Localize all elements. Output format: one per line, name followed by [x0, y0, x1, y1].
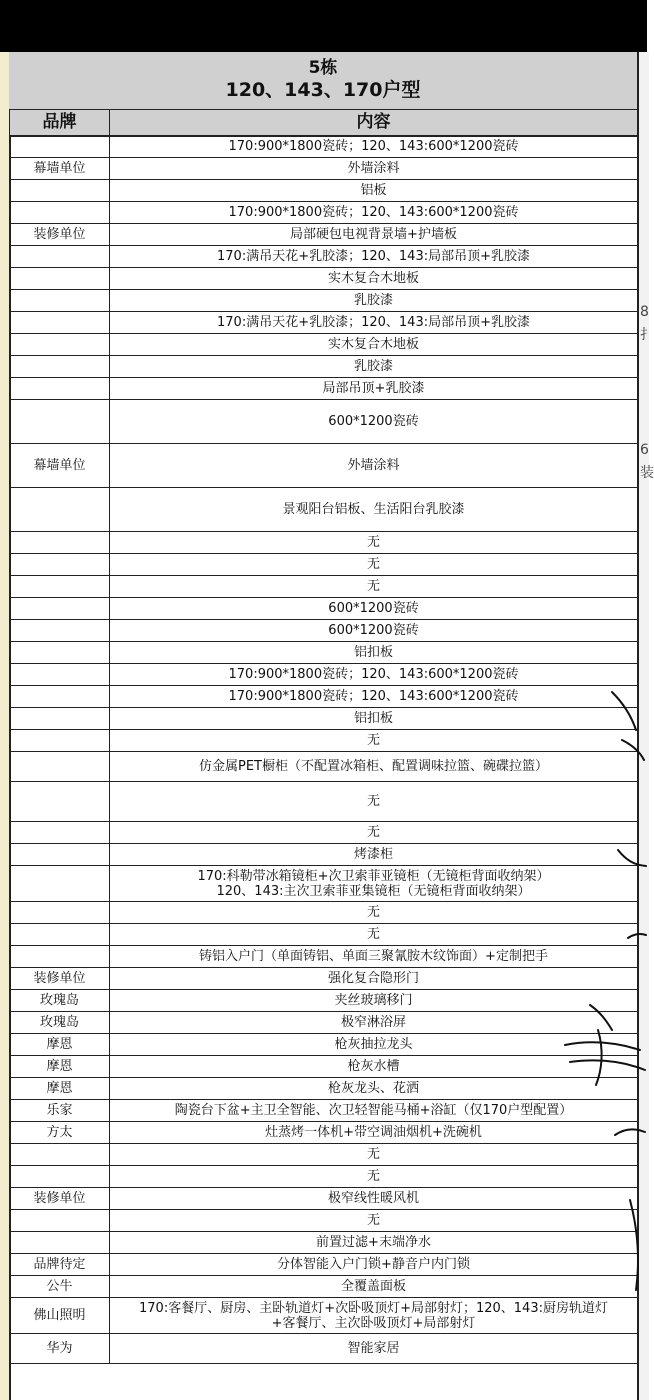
table-row — [10, 686, 638, 708]
content-cell: 无 — [110, 822, 638, 844]
table-row — [10, 444, 638, 488]
content-cell: 实木复合木地板 — [110, 268, 638, 290]
content-cell: 铸铝入户门（单面铸铝、单面三聚氰胺木纹饰面）+定制把手 — [110, 946, 638, 968]
table-row — [10, 620, 638, 642]
brand-cell — [10, 752, 110, 782]
content-cell: 分体智能入户门锁+静音户内门锁 — [110, 1254, 638, 1276]
content-cell: 170:900*1800瓷砖；120、143:600*1200瓷砖 — [110, 136, 638, 158]
content-cell: 极窄线性暖风机 — [110, 1188, 638, 1210]
brand-cell — [10, 1144, 110, 1166]
content-cell: 600*1200瓷砖 — [110, 620, 638, 642]
content-cell: 170:客餐厅、厨房、主卧轨道灯+次卧吸顶灯+局部射灯；120、143:厨房轨道灯 +客餐厅、主次卧吸顶灯+局部射灯 — [110, 1298, 638, 1334]
content-cell: 乳胶漆 — [110, 290, 638, 312]
content-cell: 无 — [110, 1166, 638, 1188]
content-header: 内容 — [110, 110, 638, 136]
brand-cell — [10, 924, 110, 946]
content-cell: 170:900*1800瓷砖；120、143:600*1200瓷砖 — [110, 202, 638, 224]
brand-cell — [10, 576, 110, 598]
content-cell: 600*1200瓷砖 — [110, 400, 638, 444]
brand-cell — [10, 642, 110, 664]
brand-cell: 玫瑰岛 — [10, 1012, 110, 1034]
table-row — [10, 1122, 638, 1144]
edge-glyph: 装 — [640, 465, 654, 481]
brand-cell — [10, 902, 110, 924]
table-row — [10, 782, 638, 822]
content-cell: 局部硬包电视背景墙+护墙板 — [110, 224, 638, 246]
table-row — [10, 268, 638, 290]
content-cell: 夹丝玻璃移门 — [110, 990, 638, 1012]
content-cell: 全覆盖面板 — [110, 1276, 638, 1298]
content-cell: 无 — [110, 902, 638, 924]
brand-cell — [10, 946, 110, 968]
content-cell: 仿金属PET橱柜（不配置冰箱柜、配置调味拉篮、碗碟拉篮） — [110, 752, 638, 782]
content-cell: 170:科勒带冰箱镜柜+次卫索菲亚镜柜（无镜柜背面收纳架） 120、143:主次卫索菲亚集镜柜（无镜柜背面收纳架） — [110, 866, 638, 902]
table-row — [10, 312, 638, 334]
table-row — [10, 822, 638, 844]
brand-cell — [10, 290, 110, 312]
table-row — [10, 642, 638, 664]
content-cell: 灶蒸烤一体机+带空调油烟机+洗碗机 — [110, 1122, 638, 1144]
brand-cell — [10, 400, 110, 444]
brand-cell — [10, 708, 110, 730]
content-cell: 170:满吊天花+乳胶漆；120、143:局部吊顶+乳胶漆 — [110, 312, 638, 334]
content-cell: 170:900*1800瓷砖；120、143:600*1200瓷砖 — [110, 664, 638, 686]
brand-cell — [10, 246, 110, 268]
content-cell: 烤漆柜 — [110, 844, 638, 866]
content-cell: 170:满吊天花+乳胶漆；120、143:局部吊顶+乳胶漆 — [110, 246, 638, 268]
table-row — [10, 356, 638, 378]
brand-cell — [10, 136, 110, 158]
table-row — [10, 488, 638, 532]
content-cell: 170:900*1800瓷砖；120、143:600*1200瓷砖 — [110, 686, 638, 708]
brand-cell — [10, 356, 110, 378]
content-cell: 景观阳台铝板、生活阳台乳胶漆 — [110, 488, 638, 532]
table-row — [10, 1210, 638, 1232]
brand-cell — [10, 730, 110, 752]
brand-cell — [10, 180, 110, 202]
table-row — [10, 664, 638, 686]
brand-header: 品牌 — [10, 110, 110, 136]
spreadsheet-photo — [0, 52, 654, 1400]
table-row — [10, 990, 638, 1012]
content-cell: 铝扣板 — [110, 708, 638, 730]
table-title — [9, 52, 637, 111]
edge-glyph: 8 — [640, 304, 649, 320]
table-body — [10, 136, 638, 1364]
content-cell: 极窄淋浴屏 — [110, 1012, 638, 1034]
brand-cell — [10, 488, 110, 532]
brand-cell — [10, 664, 110, 686]
brand-cell: 摩恩 — [10, 1034, 110, 1056]
table-row — [10, 924, 638, 946]
content-cell: 无 — [110, 554, 638, 576]
brand-cell — [10, 268, 110, 290]
spec-table — [9, 109, 638, 1364]
content-cell: 无 — [110, 1210, 638, 1232]
unit-types-title: 120、143、170户型 — [225, 79, 421, 101]
table-row — [10, 730, 638, 752]
table-row — [10, 1298, 638, 1334]
table-row — [10, 334, 638, 356]
table-row — [10, 1034, 638, 1056]
table-row — [10, 1012, 638, 1034]
brand-cell: 装修单位 — [10, 968, 110, 990]
table-row — [10, 576, 638, 598]
brand-cell — [10, 866, 110, 902]
brand-cell — [10, 202, 110, 224]
brand-cell — [10, 334, 110, 356]
brand-cell: 幕墙单位 — [10, 444, 110, 488]
table-row — [10, 902, 638, 924]
brand-cell: 幕墙单位 — [10, 158, 110, 180]
content-cell: 无 — [110, 730, 638, 752]
brand-cell — [10, 822, 110, 844]
table-row — [10, 378, 638, 400]
table-row — [10, 400, 638, 444]
content-cell: 铝板 — [110, 180, 638, 202]
table-row — [10, 708, 638, 730]
table-row — [10, 844, 638, 866]
table-row — [10, 946, 638, 968]
table-row — [10, 1100, 638, 1122]
table-row — [10, 752, 638, 782]
table-row — [10, 1078, 638, 1100]
brand-cell: 装修单位 — [10, 224, 110, 246]
content-cell: 无 — [110, 1144, 638, 1166]
content-cell: 前置过滤+末端净水 — [110, 1232, 638, 1254]
table-row — [10, 598, 638, 620]
content-cell: 强化复合隐形门 — [110, 968, 638, 990]
edge-glyph: 6 — [640, 442, 649, 458]
content-cell: 枪灰龙头、花洒 — [110, 1078, 638, 1100]
brand-cell: 品牌待定 — [10, 1254, 110, 1276]
table-row — [10, 136, 638, 158]
table-row — [10, 224, 638, 246]
table-row — [10, 1144, 638, 1166]
table-row — [10, 532, 638, 554]
brand-cell — [10, 554, 110, 576]
content-cell: 智能家居 — [110, 1334, 638, 1364]
content-cell: 局部吊顶+乳胶漆 — [110, 378, 638, 400]
table-row — [10, 1166, 638, 1188]
edge-glyph: 扌 — [640, 327, 654, 343]
content-cell: 无 — [110, 576, 638, 598]
table-row — [10, 554, 638, 576]
content-cell: 无 — [110, 532, 638, 554]
content-cell: 600*1200瓷砖 — [110, 598, 638, 620]
content-cell: 乳胶漆 — [110, 356, 638, 378]
table-row — [10, 246, 638, 268]
table-row — [10, 202, 638, 224]
brand-cell — [10, 532, 110, 554]
table-row — [10, 1276, 638, 1298]
table-header-row — [10, 110, 638, 136]
brand-cell — [10, 378, 110, 400]
content-cell: 铝扣板 — [110, 642, 638, 664]
brand-cell: 华为 — [10, 1334, 110, 1364]
table-row — [10, 180, 638, 202]
table-row — [10, 290, 638, 312]
brand-cell: 玫瑰岛 — [10, 990, 110, 1012]
brand-cell — [10, 782, 110, 822]
brand-cell — [10, 1166, 110, 1188]
content-cell: 无 — [110, 924, 638, 946]
table-row — [10, 1232, 638, 1254]
content-cell: 无 — [110, 782, 638, 822]
brand-cell: 方太 — [10, 1122, 110, 1144]
brand-cell: 摩恩 — [10, 1078, 110, 1100]
brand-cell — [10, 312, 110, 334]
brand-cell — [10, 1210, 110, 1232]
content-cell: 外墙涂料 — [110, 444, 638, 488]
table-row — [10, 1254, 638, 1276]
content-cell: 外墙涂料 — [110, 158, 638, 180]
table-row — [10, 968, 638, 990]
table-row — [10, 1334, 638, 1364]
content-cell: 实木复合木地板 — [110, 334, 638, 356]
brand-cell — [10, 598, 110, 620]
right-column-strip — [637, 52, 649, 1400]
brand-cell — [10, 620, 110, 642]
brand-cell: 公牛 — [10, 1276, 110, 1298]
brand-cell — [10, 1232, 110, 1254]
brand-cell — [10, 844, 110, 866]
brand-cell: 摩恩 — [10, 1056, 110, 1078]
table-row — [10, 158, 638, 180]
table-row — [10, 1188, 638, 1210]
brand-cell: 佛山照明 — [10, 1298, 110, 1334]
top-black-bar — [0, 0, 647, 52]
brand-cell — [10, 686, 110, 708]
table-row — [10, 866, 638, 902]
content-cell: 枪灰抽拉龙头 — [110, 1034, 638, 1056]
content-cell: 枪灰水槽 — [110, 1056, 638, 1078]
table-row — [10, 1056, 638, 1078]
building-title: 5栋 — [308, 58, 338, 78]
brand-cell: 装修单位 — [10, 1188, 110, 1210]
content-cell: 陶瓷台下盆+主卫全智能、次卫轻智能马桶+浴缸（仅170户型配置） — [110, 1100, 638, 1122]
brand-cell: 乐家 — [10, 1100, 110, 1122]
